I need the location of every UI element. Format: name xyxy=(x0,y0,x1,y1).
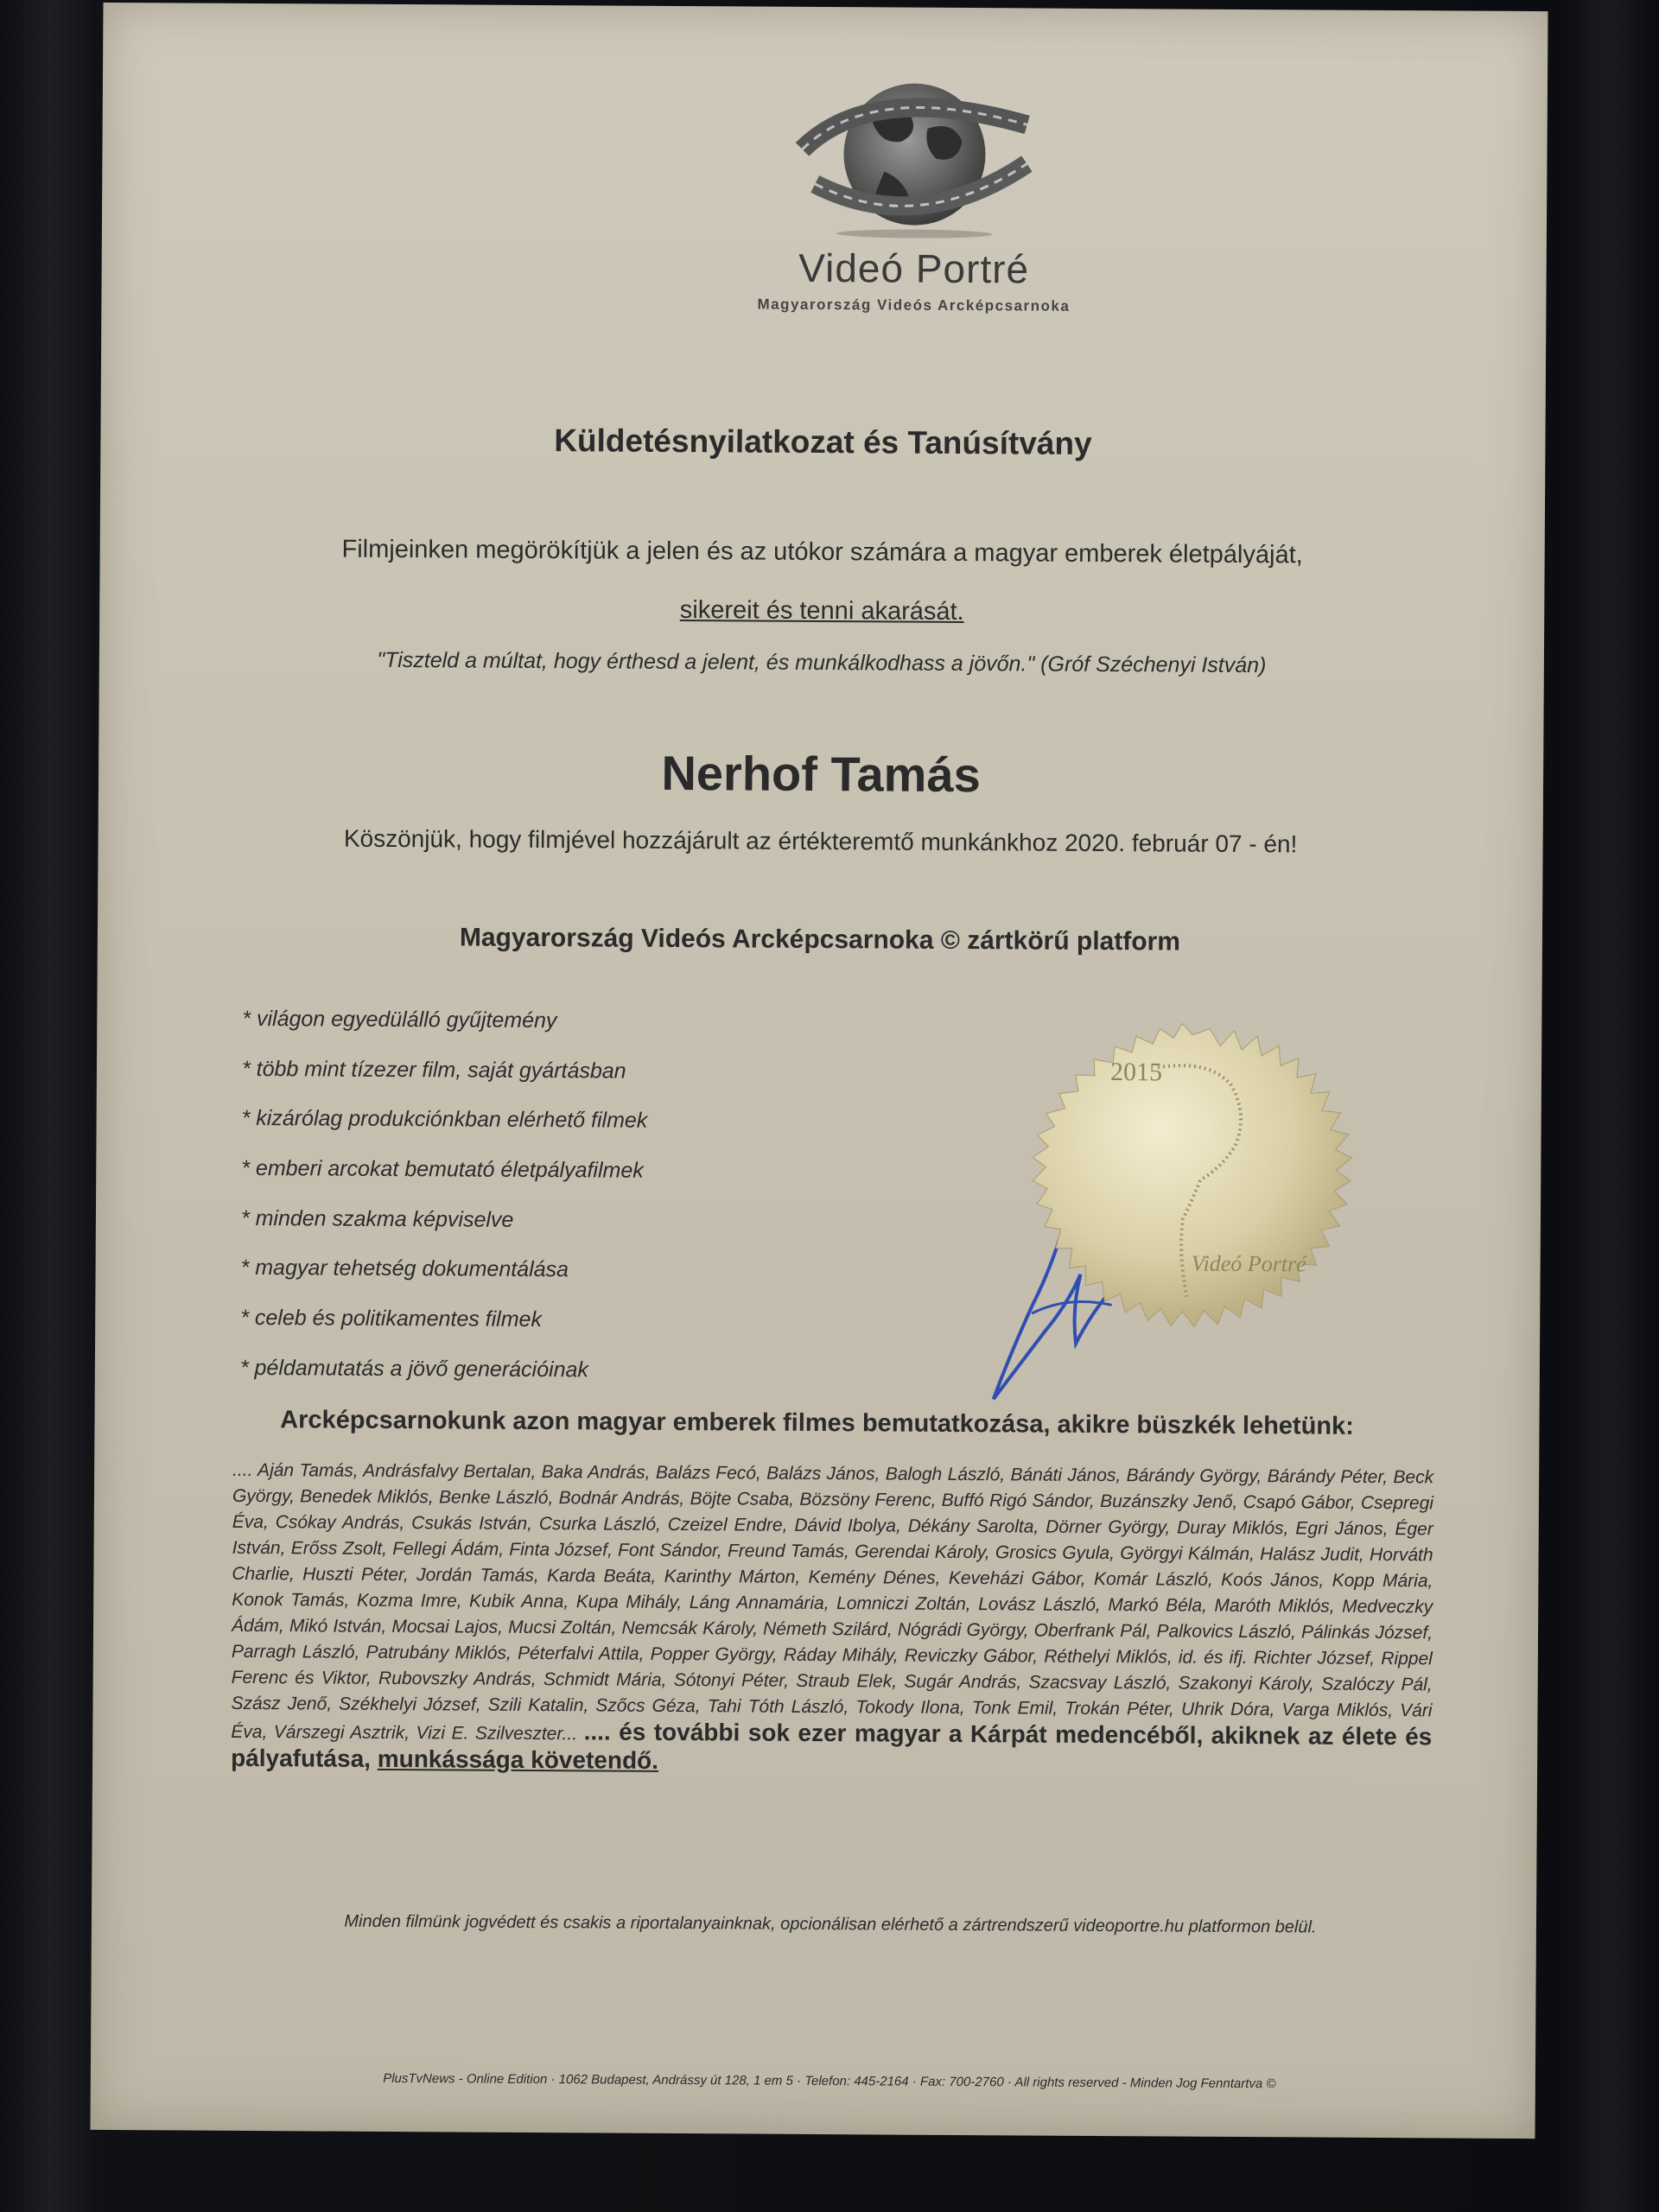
szechenyi-quote: "Tiszteld a múltat, hogy érthesd a jelent, és munkálkodhass a jövőn." (Gróf Széchenyi István) xyxy=(377,647,1267,678)
intro-line-1: Filmjeinken megörökítjük a jelen és az utókor számára a magyar emberek életpályáját, xyxy=(341,535,1303,569)
list-item: * emberi arcokat bemutató életpályafilmek xyxy=(241,1155,644,1183)
seal-year: 2015 xyxy=(1109,1058,1163,1087)
intro-line-2-text: sikereit és tenni akarását. xyxy=(679,596,964,626)
list-item: * minden szakma képviselve xyxy=(240,1205,514,1232)
notable-names-paragraph xyxy=(231,1458,1433,1781)
globe-icon xyxy=(741,67,1088,241)
video-portre-logo xyxy=(741,67,1088,327)
list-item: * példamutatás a jövő generációinak xyxy=(239,1355,589,1382)
footer-line: PlusTvNews - Online Edition · 1062 Budapest, Andrássy út 128, 1 em 5 · Telefon: 445-2164 · Fax: 700-2760 · All rights reserved - Minden Jog Fenntartva © xyxy=(383,2070,1276,2092)
names-closing-text: .... és további sok ezer magyar a Kárpát medencéből, akiknek az élete és pályafutása, xyxy=(231,1718,1433,1772)
recipient-name: Nerhof Tamás xyxy=(661,745,981,803)
logo-title: Videó Portré xyxy=(798,245,1030,292)
list-item: * kizárólag produkciónkban elérhető filmek xyxy=(241,1106,648,1134)
feature-list xyxy=(240,1006,649,1407)
certificate-paper xyxy=(90,3,1548,2139)
rights-note: Minden filmünk jogvédett és csakis a riportalanyainknak, opcionálisan elérhető a zártrendszerű videoportre.hu platformon belül. xyxy=(344,1911,1317,1937)
gold-seal-icon xyxy=(1027,1019,1392,1384)
list-item: * magyar tehetség dokumentálása xyxy=(240,1255,569,1282)
proud-heading: Arcképcsarnokunk azon magyar emberek filmes bemutatkozása, akikre büszkék lehetünk: xyxy=(280,1406,1354,1440)
platform-heading: Magyarország Videós Arcképcsarnoka © zártkörű platform xyxy=(459,923,1181,957)
list-item: * több mint tízezer film, saját gyártásban xyxy=(241,1056,626,1084)
logo-subtitle: Magyarország Videós Arcképcsarnoka xyxy=(757,296,1071,315)
list-item: * celeb és politikamentes filmek xyxy=(240,1306,543,1332)
certificate-title: Küldetésnyilatkozat és Tanúsítvány xyxy=(554,423,1092,461)
seal-script: Videó Portré xyxy=(1191,1250,1306,1277)
intro-line-2 xyxy=(99,593,1544,630)
list-item: * világon egyedülálló gyűjtemény xyxy=(242,1006,557,1033)
thanks-line: Köszönjük, hogy filmjével hozzájárult az értékteremtő munkánkhoz 2020. február 07 - én! xyxy=(343,824,1298,858)
names-list: .... Aján Tamás, Andrásfalvy Bertalan, Baka András, Balázs Fecó, Balázs János, Balogh László, Bánáti János, Bárándy György, Bárándy Péter, Beck György, Benedek Miklós, Benke László, Bodnár András, Böjte Csaba, Bözsöny Ferenc, Buffó Rigó Sándor, Buzánszky Jenő, Csapó Gábor, Csepregi Éva, Csókay András, Csukás István, Csurka László, Czeizel Endre, Dávid Ibolya, Dékány Sarolta, Dörner György, Duray Miklós, Egri János, Éger István, Erőss Zsolt, Fellegi Ádám, Finta József, Font Sándor, Freund Tamás, Gerendai Károly, Grosics Gyula, Györgyi Kálmán, Halász Judit, Horváth Charlie, Huszti Péter, Jordán Tamás, Karda Beáta, Karinthy Márton, Kemény Dénes, Keveházi Gábor, Komár László, Koós János, Kopp Mária, Konok Tamás, Kozma Imre, Kubik Anna, Kupa Mihály, Láng Annamária, Lomniczi Zoltán, Lovász László, Markó Béla, Maróth Miklós, Medveczky Ádám, Mikó István, Mocsai Lajos, Mucsi Zoltán, Nemcsák Károly, Németh Szilárd, Nógrádi György, Oberfrank Pál, Palkovics László, Pálinkás József, Parragh László, Patrubány Miklós, Péterfalvi Attila, Popper György, Ráday Mihály, Reviczky Gábor, Réthelyi Miklós, id. és ifj. Richter József, Rippel Ferenc és Viktor, Rubovszky András, Schmidt Mária, Sótonyi Péter, Straub Elek, Sugár András, Szacsvay László, Szakonyi Károly, Szalóczy Pál, Szász Jenő, Székhelyi József, Szili Katalin, Szőcs Géza, Tahi Tóth László, Tokody Ilona, Tonk Emil, Trokán Péter, Uhrik Dóra, Varga Miklós, Vári Éva, Várszegi Asztrik, Vizi E. Szilveszter... xyxy=(231,1459,1434,1745)
names-closing-underlined: munkássága követendő. xyxy=(377,1745,659,1774)
